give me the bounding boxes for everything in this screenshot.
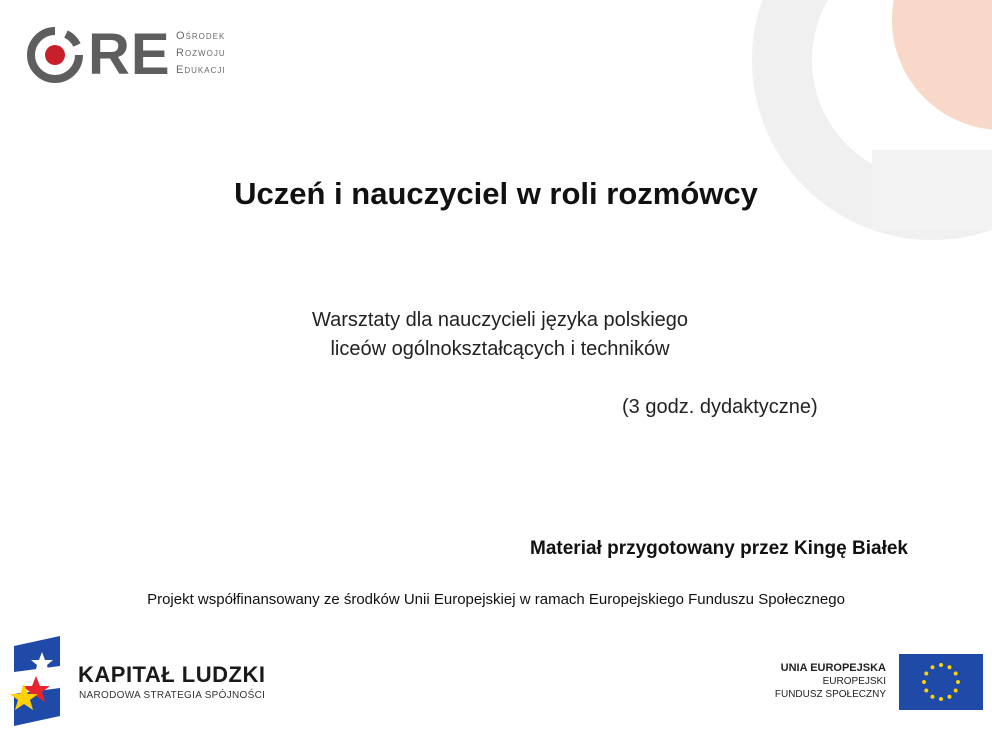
hours-note: (3 godz. dydaktyczne) [622, 396, 818, 418]
eu-star [931, 665, 935, 669]
eu-text-block [775, 662, 886, 701]
subtitle-line1: Warsztaty dla nauczycieli języka polskiego [311, 309, 689, 331]
eu-star [954, 672, 958, 676]
ore-logo-letters: RE [88, 22, 171, 87]
kapital-ludzki-subtitle: NARODOWA STRATEGIA SPÓJNOŚCI [79, 690, 266, 701]
ore-sub-line1: Ośrodek [176, 30, 226, 42]
eu-star [924, 689, 928, 693]
eu-star [922, 680, 926, 684]
eu-star [948, 665, 952, 669]
slide-title: Uczeń i nauczyciel w roli rozmówcy [234, 176, 758, 211]
eu-star [939, 663, 943, 667]
ore-logo [26, 22, 256, 92]
slide-subtitle [240, 306, 760, 364]
eu-flag-icon [899, 654, 983, 710]
eu-line1: UNIA EUROPEJSKA [780, 662, 886, 674]
eu-star [939, 697, 943, 701]
ore-logo-subtitle [176, 28, 226, 79]
eu-line2: EUROPEJSKI [822, 676, 886, 687]
eu-star [956, 680, 960, 684]
author-credit: Materiał przygotowany przez Kingę Białek [530, 538, 908, 559]
project-cofinancing-note: Projekt współfinansowany ze środków Unii Europejskiej w ramach Europejskiego Funduszu Społecznego [147, 591, 845, 608]
eu-star [948, 695, 952, 699]
kapital-ludzki-title: KAPITAŁ LUDZKI [78, 662, 266, 687]
eu-star [924, 672, 928, 676]
ore-sub-line3: Edukacji [176, 64, 226, 76]
ore-logo-mark-icon [26, 26, 84, 84]
kapital-ludzki-flag-icon [10, 636, 68, 726]
eu-line3: FUNDUSZ SPOŁECZNY [774, 689, 886, 700]
eu-star [954, 689, 958, 693]
subtitle-line2: liceów ogólnokształcących i techników [330, 338, 670, 360]
ore-sub-line2: Rozwoju [176, 47, 226, 59]
eu-star [931, 695, 935, 699]
